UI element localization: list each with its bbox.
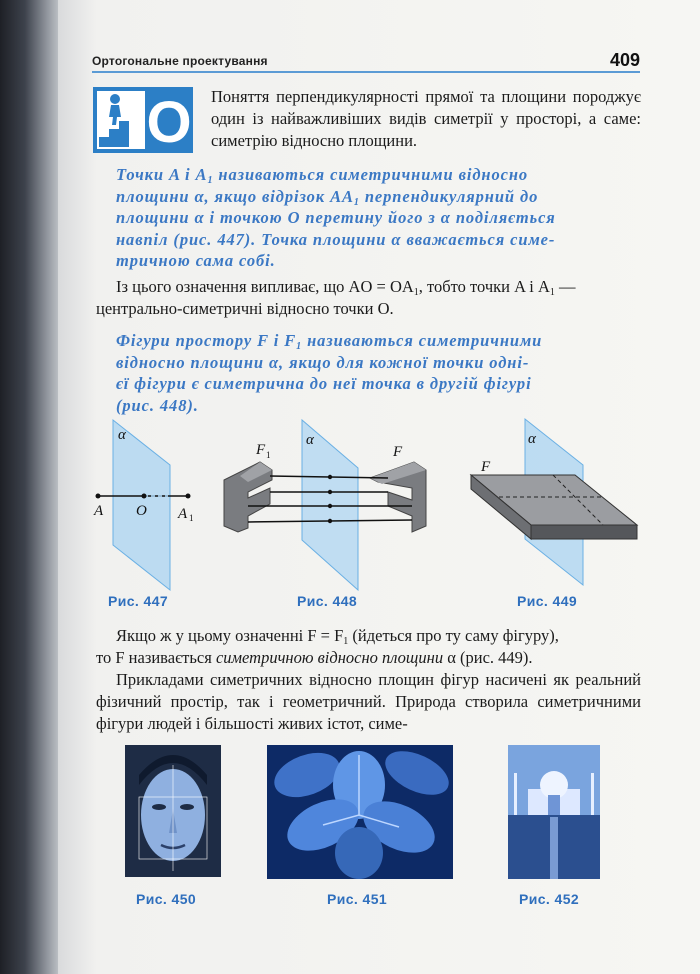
running-header — [92, 50, 640, 72]
caption-fig-449: Рис. 449 — [517, 593, 578, 609]
figure-449 — [465, 415, 645, 595]
paragraph-self-symmetric: Якщо ж у цьому означенні $F = F_1$ (йдеться про ту саму фігуру), то F називається симетричною відносно площини α (рис. 449). — [96, 626, 559, 667]
svg-text:F: F — [481, 459, 491, 475]
taj-mahal-image — [508, 745, 600, 879]
book-gutter — [0, 0, 62, 974]
definition-symmetric-figures: Фігури простору F і $F_1$ називаються симетричними відносно площини α, якщо для кожної точки одні- єї фігури є симетрична до неї точка в другій фігурі (рис. 448). — [116, 331, 543, 415]
point-a — [96, 494, 101, 499]
svg-text:F: F — [393, 444, 403, 460]
leaves-image — [267, 745, 453, 879]
caption-fig-452: Рис. 452 — [519, 891, 580, 907]
photo-leaves — [267, 745, 453, 879]
svg-text:α: α — [528, 431, 536, 447]
photo-taj-mahal — [508, 745, 600, 879]
caption-fig-450: Рис. 450 — [136, 891, 197, 907]
svg-text:α: α — [118, 427, 126, 443]
caption-fig-448: Рис. 448 — [297, 593, 358, 609]
header-rule — [92, 71, 640, 73]
point-o — [142, 494, 147, 499]
svg-text:A: A — [178, 506, 188, 522]
svg-text:1: 1 — [189, 513, 194, 523]
svg-text:O: O — [136, 503, 147, 519]
section-title: Ортогональне проектування — [92, 54, 268, 68]
definition-symmetric-points: Точки A і $A_1$ називаються симетричними відносно площини α, якщо відрізок $AA_1$ перпендикулярний до площини α і точкою O перетину його з α поділяється навпіл (рис. 447). Точка площини α вважається симе- тричною сама собі. — [116, 165, 556, 270]
svg-text:F: F — [256, 442, 266, 458]
intro-text: Поняття перпендикулярності прямої та площини породжує один із найважливіших видів симетрії у просторі, а саме: симетрію відносно площини. — [211, 87, 641, 150]
caption-fig-451: Рис. 451 — [327, 891, 388, 907]
svg-text:1: 1 — [266, 450, 271, 460]
svg-text:A: A — [94, 503, 104, 519]
paragraph-examples: Прикладами симетричних відносно площин фігур насичені як реальний фізичний простір, так і геометричний. Природа створила симетричними фігури людей і більшості живих істот, симе- — [96, 670, 641, 733]
svg-text:α: α — [306, 432, 314, 448]
person-on-stairs-icon — [93, 87, 193, 153]
paragraph-consequence: Із цього означення випливає, що AO = $OA_1$, тобто точки A і $A_1$ — центрально-симетричні відносно точки O. — [96, 277, 576, 318]
definition-icon — [93, 87, 193, 153]
caption-fig-447: Рис. 447 — [108, 593, 169, 609]
point-a1 — [186, 494, 191, 499]
face-image — [125, 745, 221, 877]
figure-448 — [218, 418, 438, 596]
figure-447 — [88, 415, 198, 595]
svg-text:O: O — [146, 90, 192, 153]
photo-face — [125, 745, 221, 877]
page-number: 409 — [609, 50, 640, 70]
